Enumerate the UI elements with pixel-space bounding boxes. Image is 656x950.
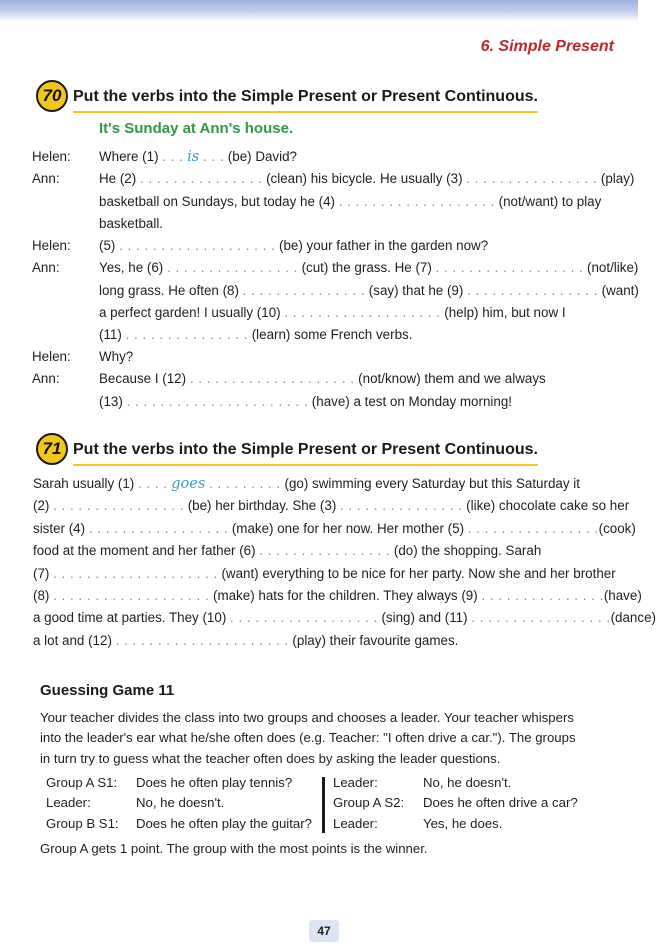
text-line: Sarah usually (1) . . . . goes . . . . . . . . . (go) swimming every Saturday but this Saturday it bbox=[33, 476, 580, 492]
title-underline bbox=[73, 464, 538, 466]
text-line: a good time at parties. They (10) . . . . . . . . . . . . . . . . . . (sing) and (11) . . . . . . . . . . . . . . . . . (dance) bbox=[33, 610, 656, 626]
speaker-label: Ann: bbox=[32, 260, 60, 275]
instruction-line: into the leader's ear what he/she often does (e.g. Teacher: "I often drive a car."). The groups bbox=[40, 730, 576, 746]
sample-answer: is bbox=[187, 149, 200, 165]
dialogue-line: Yes, he (6) . . . . . . . . . . . . . . . . (cut) the grass. He (7) . . . . . . . . . . . . . . . . . . (not/like) bbox=[99, 260, 639, 275]
exercise-number-badge: 71 bbox=[36, 433, 68, 465]
speaker-label: Ann: bbox=[32, 371, 60, 386]
sample-answer: goes bbox=[171, 476, 206, 492]
dialogue-line: (11) . . . . . . . . . . . . . . . (learn) some French verbs. bbox=[99, 327, 413, 342]
exercise-subtitle: It's Sunday at Ann's house. bbox=[99, 120, 294, 137]
exercise-71-text bbox=[33, 473, 656, 652]
speaker-label: Helen: bbox=[32, 238, 71, 253]
dialogue-line: basketball on Sundays, but today he (4) . . . . . . . . . . . . . . . . . . . (not/want) to play bbox=[99, 193, 602, 209]
instruction-line: Your teacher divides the class into two groups and chooses a leader. Your teacher whispers bbox=[40, 710, 574, 725]
exercise-71-header bbox=[36, 433, 538, 465]
speaker-label: Helen: bbox=[32, 149, 71, 164]
text-line: sister (4) . . . . . . . . . . . . . . . . . (make) one for her now. Her mother (5) . . . . . . . . . . . . . . . . (cook) bbox=[33, 520, 636, 536]
dialogue-line: basketball. bbox=[99, 215, 164, 231]
dialogue-line: long grass. He often (8) . . . . . . . . . . . . . . . (say) that he (9) . . . . . . . . . . . . . . . . (want) bbox=[99, 282, 639, 298]
dialogue-line: Why? bbox=[99, 349, 134, 364]
dialogue-line: Because I (12) . . . . . . . . . . . . . . . . . . . . (not/know) them and we always bbox=[99, 371, 546, 386]
text-line: food at the moment and her father (6) . . . . . . . . . . . . . . . . (do) the shopping. Sarah bbox=[33, 543, 542, 559]
text-line: (7) . . . . . . . . . . . . . . . . . . . . (want) everything to be nice for her party. Now she and her brother bbox=[33, 565, 616, 581]
exercise-title: Put the verbs into the Simple Present or Present Continuous. bbox=[73, 441, 538, 459]
dialogue-line: (5) . . . . . . . . . . . . . . . . . . . (be) your father in the garden now? bbox=[99, 238, 489, 253]
text-line: (2) . . . . . . . . . . . . . . . . (be) her birthday. She (3) . . . . . . . . . . . . . . . (like) chocolate cake so her bbox=[33, 498, 630, 514]
speaker-label: Ann: bbox=[32, 171, 60, 187]
exercise-number-badge: 70 bbox=[36, 80, 68, 112]
column-divider bbox=[322, 777, 325, 833]
page-top-band bbox=[0, 0, 638, 22]
text-line: a lot and (12) . . . . . . . . . . . . . . . . . . . . . (play) their favourite games. bbox=[33, 632, 459, 648]
page-number: 47 bbox=[309, 920, 339, 942]
guessing-game-footer: Group A gets 1 point. The group with the most points is the winner. bbox=[40, 841, 428, 856]
guessing-game-instructions bbox=[40, 708, 610, 769]
guessing-game-title: Guessing Game 11 bbox=[40, 682, 175, 699]
dialogue-line: He (2) . . . . . . . . . . . . . . . (clean) his bicycle. He usually (3) . . . . . . . . . . . . . . . . (play) bbox=[99, 171, 635, 187]
speaker-label: Helen: bbox=[32, 349, 71, 364]
section-title: 6. Simple Present bbox=[480, 38, 614, 55]
dialogue-line: (13) . . . . . . . . . . . . . . . . . . . . . . (have) a test on Monday morning! bbox=[99, 393, 513, 409]
exercise-70-header bbox=[36, 80, 538, 112]
dialogue-line: Where (1) . . . is . . . (be) David? bbox=[99, 149, 297, 165]
dialogue-line: a perfect garden! I usually (10) . . . . . . . . . . . . . . . . . . . (help) him, but now I bbox=[99, 304, 566, 320]
exercise-title: Put the verbs into the Simple Present or Present Continuous. bbox=[73, 88, 538, 106]
text-line: (8) . . . . . . . . . . . . . . . . . . . (make) hats for the children. They always (9) . . . . . . . . . . . . . . . (have) bbox=[33, 588, 642, 604]
title-underline bbox=[73, 111, 538, 113]
instruction-line: in turn try to guess what the teacher often does by asking the leader questions. bbox=[40, 750, 501, 766]
